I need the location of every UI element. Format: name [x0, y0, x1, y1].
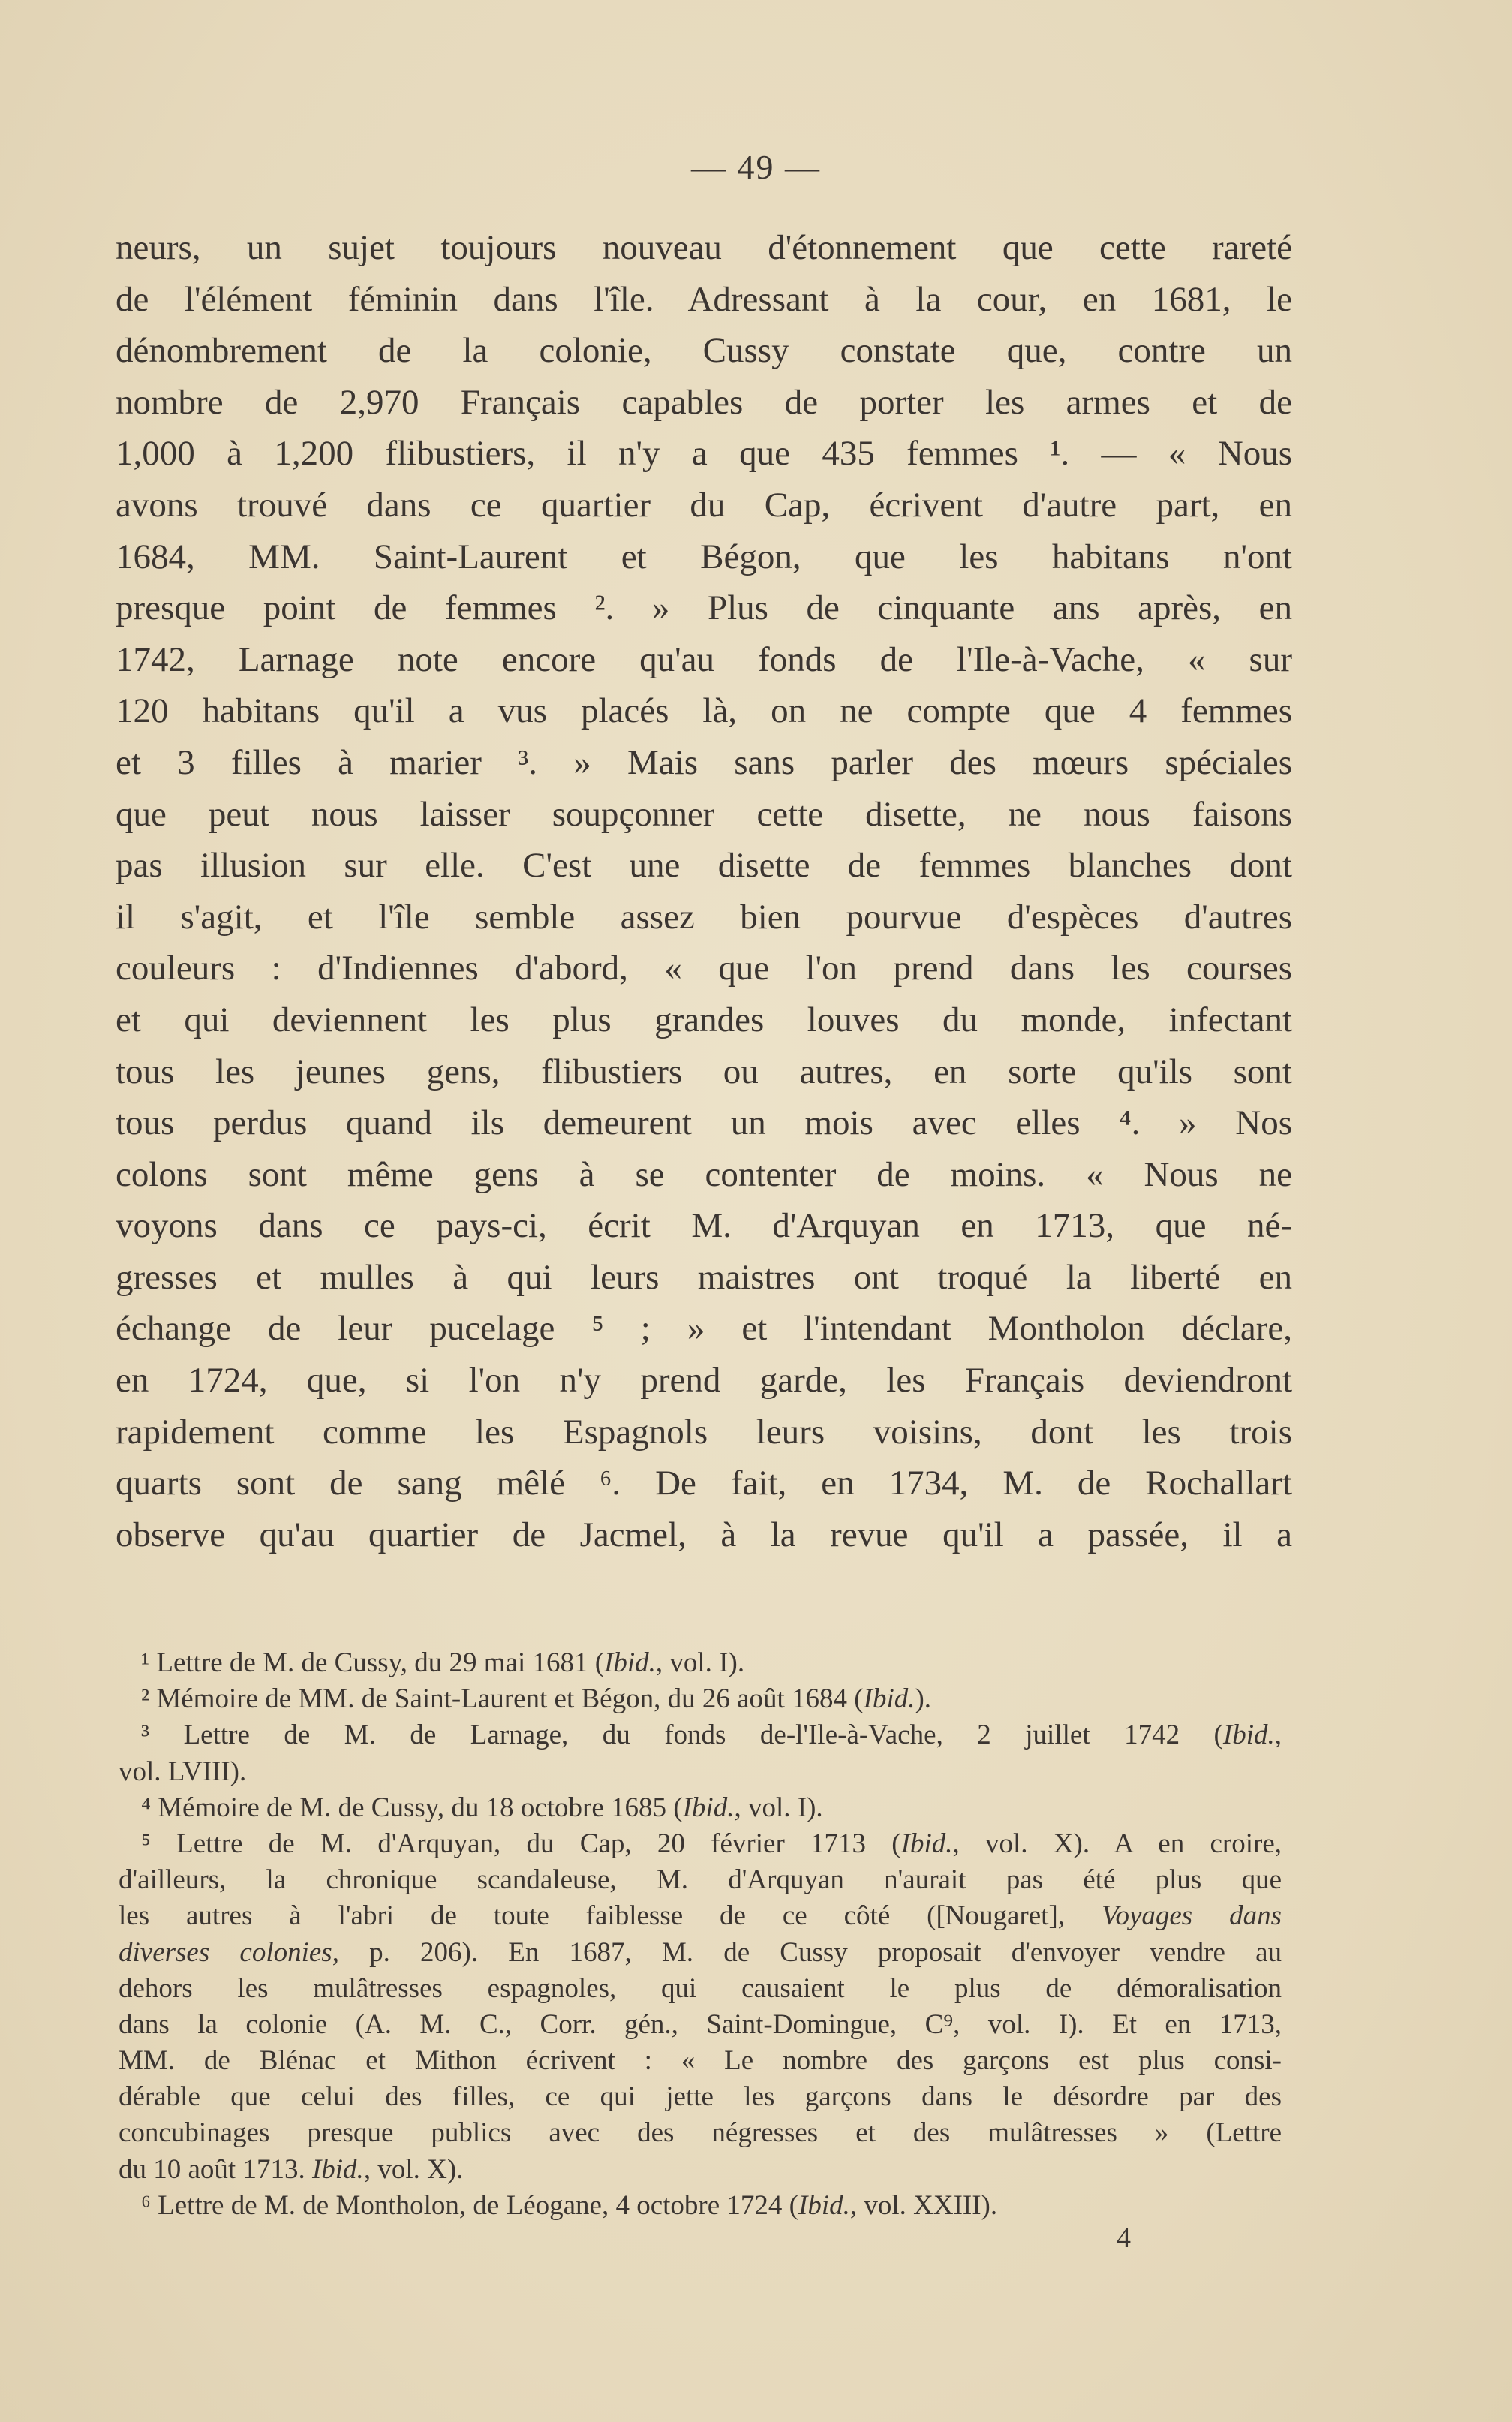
body-line: de l'élément féminin dans l'île. Adressant à la cour, en 1681, le	[116, 279, 1292, 319]
footnote-text: dans la colonie (A. M. C., Corr. gén., Saint-Domingue, C⁹, vol. I). Et en 1713,	[119, 2008, 1282, 2040]
footnote-text: , vol. X). A en croire,	[952, 1828, 1282, 1859]
body-line: échange de leur pucelage ⁵ ; » et l'intendant Montholon déclare,	[116, 1309, 1292, 1349]
footnote-italic-text: Ibid.	[798, 2189, 850, 2221]
body-line: dénombrement de la colonie, Cussy constate que, contre un	[116, 331, 1292, 371]
footnote-text: ⁵ Lettre de M. d'Arquyan, du Cap, 20 février 1713 (	[141, 1828, 901, 1859]
footnote-text: ⁴ Mémoire de M. de Cussy, du 18 octobre 1685 (	[141, 1792, 683, 1823]
footnote-text: ³ Lettre de M. de Larnage, du fonds de-l'Ile-à-Vache, 2 juillet 1742 (	[141, 1719, 1223, 1751]
body-line: colons sont même gens à se contenter de moins. « Nous ne	[116, 1154, 1292, 1194]
footnote-5	[119, 1826, 1282, 2188]
footnote-line	[119, 2188, 1282, 2224]
footnote-italic-text: Ibid.	[311, 2153, 364, 2185]
body-line: pas illusion sur elle. C'est une disette de femmes blanches dont	[116, 846, 1292, 886]
body-line: avons trouvé dans ce quartier du Cap, écrivent d'autre part, en	[116, 485, 1292, 525]
footnote-text: , p. 206). En 1687, M. de Cussy proposait d'envoyer vendre au	[332, 1936, 1282, 1968]
footnote-italic-text: Ibid.	[604, 1647, 656, 1678]
footnote-line	[119, 1826, 1282, 1862]
footnote-text: du 10 août 1713.	[119, 2153, 312, 2185]
footnote-text: , vol. I).	[734, 1792, 823, 1823]
footnote-line	[119, 1971, 1282, 2007]
body-line: tous les jeunes gens, flibustiers ou autres, en sorte qu'ils sont	[116, 1052, 1292, 1091]
footnote-italic-text: Ibid.	[1222, 1719, 1275, 1751]
footnote-italic-text: Ibid.	[863, 1683, 915, 1715]
footnotes	[119, 1645, 1282, 2224]
footnote-2	[119, 1681, 1282, 1717]
footnote-line	[119, 1681, 1282, 1717]
signature-mark: 4	[1117, 2222, 1131, 2254]
footnote-4	[119, 1790, 1282, 1826]
body-line: en 1724, que, si l'on n'y prend garde, les Français deviendront	[116, 1361, 1292, 1401]
footnote-line	[119, 2152, 1282, 2188]
body-line: et 3 filles à marier ³. » Mais sans parler des mœurs spéciales	[116, 742, 1292, 782]
footnote-line	[119, 1862, 1282, 1898]
footnote-text: ).	[915, 1683, 932, 1715]
footnote-italic-text: Ibid.	[900, 1828, 953, 1859]
body-line: neurs, un sujet toujours nouveau d'étonnement que cette rareté	[116, 228, 1292, 267]
body-line: couleurs : d'Indiennes d'abord, « que l'on prend dans les courses	[116, 949, 1292, 988]
page-number: — 49 —	[691, 148, 821, 186]
footnote-text: vol. LVIII).	[119, 1756, 247, 1787]
footnote-text: dérable que celui des filles, ce qui jette les garçons dans le désordre par des	[119, 2081, 1282, 2113]
footnote-line	[119, 1935, 1282, 1971]
body-text	[116, 222, 1292, 1560]
footnote-text: MM. de Blénac et Mithon écrivent : « Le nombre des garçons est plus consi-	[119, 2045, 1282, 2077]
footnote-line	[119, 1754, 1282, 1790]
footnote-line	[119, 2079, 1282, 2115]
footnote-6	[119, 2188, 1282, 2224]
footnote-text: concubinages presque publics avec des négresses et des mulâtresses » (Lettre	[119, 2117, 1282, 2149]
footnote-text: d'ailleurs, la chronique scandaleuse, M. d'Arquyan n'aurait pas été plus que	[119, 1864, 1282, 1896]
footnote-text: , vol. XXIII).	[849, 2189, 998, 2221]
footnote-text: ,	[1274, 1719, 1282, 1751]
footnote-line	[119, 1790, 1282, 1826]
footnote-line	[119, 1717, 1282, 1753]
footnote-line	[119, 2043, 1282, 2079]
body-line: 1684, MM. Saint-Laurent et Bégon, que les habitans n'ont	[116, 537, 1292, 576]
footnote-text: les autres à l'abri de toute faiblesse de ce côté ([Nougaret],	[119, 1900, 1102, 1932]
footnote-italic-text: Ibid.	[682, 1792, 735, 1823]
footnote-text: ⁶ Lettre de M. de Montholon, de Léogane, 4 octobre 1724 (	[141, 2189, 798, 2221]
body-line: gresses et mulles à qui leurs maistres ont troqué la liberté en	[116, 1257, 1292, 1297]
footnote-3	[119, 1717, 1282, 1789]
body-line: il s'agit, et l'île semble assez bien pourvue d'espèces d'autres	[116, 897, 1292, 937]
body-line: nombre de 2,970 Français capables de porter les armes et de	[116, 382, 1292, 422]
body-line: voyons dans ce pays-ci, écrit M. d'Arquyan en 1713, que né-	[116, 1206, 1292, 1246]
body-line: tous perdus quand ils demeurent un mois avec elles ⁴. » Nos	[116, 1103, 1292, 1143]
body-line: observe qu'au quartier de Jacmel, à la revue qu'il a passée, il a	[116, 1515, 1292, 1554]
footnote-text: ² Mémoire de MM. de Saint-Laurent et Bégon, du 26 août 1684 (	[141, 1683, 864, 1715]
footnote-italic-text: Voyages dans	[1101, 1900, 1282, 1932]
footnote-line	[119, 2115, 1282, 2151]
body-line: presque point de femmes ². » Plus de cinquante ans après, en	[116, 588, 1292, 628]
footnote-text: ¹ Lettre de M. de Cussy, du 29 mai 1681 (	[141, 1647, 605, 1678]
body-line: 1,000 à 1,200 flibustiers, il n'y a que 435 femmes ¹. — « Nous	[116, 434, 1292, 474]
footnote-text: , vol. X).	[363, 2153, 464, 2185]
footnote-1	[119, 1645, 1282, 1681]
footnote-italic-text: diverses colonies	[119, 1936, 332, 1968]
footnote-line	[119, 2007, 1282, 2043]
body-line: quarts sont de sang mêlé ⁶. De fait, en 1734, M. de Rochallart	[116, 1464, 1292, 1503]
footnote-text: , vol. I).	[655, 1647, 745, 1678]
footnote-text: dehors les mulâtresses espagnoles, qui causaient le plus de démoralisation	[119, 1972, 1282, 2004]
body-line: 120 habitans qu'il a vus placés là, on ne compte que 4 femmes	[116, 691, 1292, 731]
footnote-line	[119, 1898, 1282, 1934]
footnote-line	[119, 1645, 1282, 1681]
body-line: et qui deviennent les plus grandes louves du monde, infectant	[116, 1000, 1292, 1040]
body-line: rapidement comme les Espagnols leurs voisins, dont les trois	[116, 1412, 1292, 1452]
body-line: que peut nous laisser soupçonner cette disette, ne nous faisons	[116, 794, 1292, 834]
body-line: 1742, Larnage note encore qu'au fonds de l'Ile-à-Vache, « sur	[116, 639, 1292, 679]
